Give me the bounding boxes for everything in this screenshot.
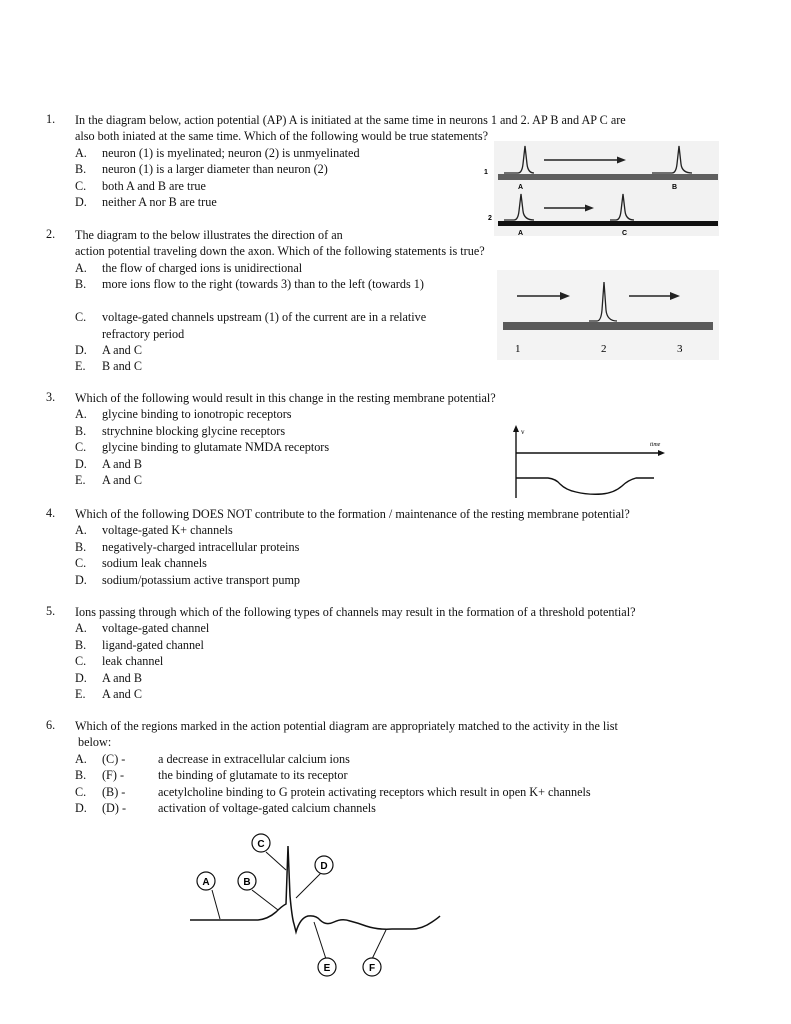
region-code: (F) -	[102, 768, 125, 783]
option-text: voltage-gated K+ channels	[102, 523, 233, 538]
stem-line: In the diagram below, action potential (AP) A is initiated at the same time in neurons 1 and 2. AP B and AP C are	[75, 113, 626, 127]
question-stem	[75, 227, 485, 260]
option-text: voltage-gated channel	[102, 621, 210, 636]
option-text: acetylcholine binding to G protein activating receptors which result in open K+ channels	[158, 784, 591, 799]
option-text: sodium leak channels	[102, 556, 207, 571]
option-text: glycine binding to ionotropic receptors	[102, 407, 292, 422]
question-number: 1.	[46, 112, 56, 126]
figure-membrane-potential	[508, 424, 670, 500]
option-text: A and B	[102, 456, 142, 471]
option-text: both A and B are true	[102, 178, 206, 193]
potential-trace	[516, 478, 654, 494]
option-text: A and B	[102, 670, 142, 685]
option-text: the binding of glutamate to its receptor	[158, 768, 348, 783]
position-2-label: 2	[601, 343, 607, 355]
stem-line: Which of the regions marked in the action potential diagram are appropriately matched to the activity in the list	[75, 719, 618, 733]
question-2: 2. The diagram to the below illustrates the direction of an action potential traveling down the axon. Which of the following statements is true? A. the flow of charged ions is unidirectional B. more ions flow to the right (towards 3) than to the left (towards 1) C. voltage-gated channels upstream (1) of the current are in a relative refractory period D. A and C E. B and C	[46, 227, 485, 374]
option-text: neither A nor B are true	[102, 195, 217, 210]
ap-a-label: A	[518, 184, 524, 191]
neuron-1-label: 1	[484, 169, 488, 176]
neuron-2-label: 2	[488, 215, 492, 222]
question-4: 4. Which of the following DOES NOT contribute to the formation / maintenance of the resting membrane potential? A. voltage-gated K+ channels B. negatively-charged intracellular proteins C. sodium leak channels D. sodium/potassium active transport pump	[46, 506, 630, 587]
question-1: 1. In the diagram below, action potential (AP) A is initiated at the same time in neurons 1 and 2. AP B and AP C are also both iniated at the same time. Which of the following would be true statements? A. neuron (1) is myelinated; neuron (2) is unmyelinated B. neuron (1) is a larger diameter than neuron (2) C. both A and B are true D. neither A nor B are true	[46, 112, 626, 210]
ap-c-label: C	[622, 230, 628, 237]
region-code: (C) -	[102, 751, 126, 766]
option-text: glycine binding to glutamate NMDA receptors	[102, 440, 330, 455]
stem-line: Ions passing through which of the following types of channels may result in the formation of a threshold potential?	[75, 605, 636, 619]
option-text: ligand-gated channel	[102, 637, 204, 652]
figure-background	[497, 270, 719, 360]
question-number: 3.	[46, 390, 56, 404]
option-text: neuron (1) is myelinated; neuron (2) is unmyelinated	[102, 146, 360, 160]
y-axis-label: v	[521, 428, 525, 436]
question-stem	[75, 390, 496, 406]
question-number: 5.	[46, 604, 56, 618]
question-5: 5. Ions passing through which of the following types of channels may result in the formation of a threshold potential? A. voltage-gated channel B. ligand-gated channel C. leak channel D. A and B E. A and C	[46, 604, 636, 701]
question-number: 6.	[46, 718, 56, 732]
option-text: strychnine blocking glycine receptors	[102, 423, 286, 438]
stem-line: also both iniated at the same time. Which of the following would be true statements?	[75, 129, 489, 144]
stem-line: Which of the following DOES NOT contribute to the formation / maintenance of the resting membrane potential?	[75, 507, 630, 521]
region-d-label: D	[320, 861, 328, 872]
stem-line: Which of the following would result in this change in the resting membrane potential?	[75, 391, 496, 405]
pointer-d	[296, 872, 322, 898]
axon	[503, 322, 713, 330]
question-number: 4.	[46, 506, 56, 520]
stem-line: The diagram to the below illustrates the direction of an	[75, 228, 343, 242]
option-text: A and C	[102, 686, 142, 701]
option-text: A and C	[102, 342, 142, 357]
option-text: voltage-gated channels upstream (1) of the current are in a relative refractory period	[102, 310, 427, 341]
option-text: B and C	[102, 359, 142, 374]
region-code: (D) -	[102, 800, 127, 815]
ap-b-label: B	[672, 184, 678, 191]
option-text: sodium/potassium active transport pump	[102, 572, 301, 587]
region-e-label: E	[323, 963, 331, 974]
position-3-label: 3	[677, 343, 683, 355]
question-stem	[75, 506, 630, 522]
option-text: activation of voltage-gated calcium channels	[158, 800, 376, 815]
y-axis-arrow	[513, 425, 519, 432]
axon-1	[498, 174, 718, 180]
option-text: leak channel	[102, 654, 164, 669]
region-a-label: A	[202, 877, 210, 888]
figure-axon-direction	[497, 270, 719, 360]
region-code: (B) -	[102, 784, 126, 799]
option-text: the flow of charged ions is unidirectional	[102, 261, 303, 275]
pointer-a	[212, 890, 220, 919]
action-potential-trace	[190, 846, 440, 932]
figure-two-neurons	[476, 140, 721, 238]
region-b-label: B	[243, 877, 251, 888]
question-number: 2.	[46, 227, 56, 241]
question-stem	[75, 718, 618, 751]
position-1-label: 1	[515, 343, 521, 355]
option-text: neuron (1) is a larger diameter than neuron (2)	[102, 162, 328, 177]
stem-line: below:	[75, 735, 112, 750]
pointer-e	[314, 922, 326, 959]
figure-action-potential-regions	[186, 826, 456, 984]
pointer-c	[266, 852, 286, 870]
region-f-label: F	[368, 963, 376, 974]
option-text: A and C	[102, 472, 142, 487]
axon-2	[498, 221, 718, 226]
pointer-b	[252, 890, 278, 910]
x-axis-arrow	[658, 450, 665, 456]
option-text: more ions flow to the right (towards 3) than to the left (towards 1)	[102, 277, 424, 292]
pointer-f	[372, 930, 386, 959]
question-3: 3. Which of the following would result in this change in the resting membrane potential? A. glycine binding to ionotropic receptors B. strychnine blocking glycine receptors C. glycine binding to glutamate NMDA receptors D. A and B E. A and C	[46, 390, 496, 487]
x-axis-label: time	[650, 442, 661, 448]
question-stem	[75, 604, 636, 620]
option-text: negatively-charged intracellular proteins	[102, 539, 300, 554]
ap-a2-label: A	[518, 230, 524, 237]
region-c-label: C	[257, 839, 265, 850]
option-text: a decrease in extracellular calcium ions	[158, 751, 350, 766]
stem-line: action potential traveling down the axon. Which of the following statements is true?	[75, 244, 485, 259]
question-6: 6. Which of the regions marked in the action potential diagram are appropriately matched to the activity in the list below: A. (C) - a decrease in extracellular calcium ions B. (F) - the binding of glutamate to its receptor C. (B) - acetylcholine binding to G protein activating receptors which result in open K+ channels D. (D) - activation of voltage-gated calcium channels	[46, 718, 618, 815]
